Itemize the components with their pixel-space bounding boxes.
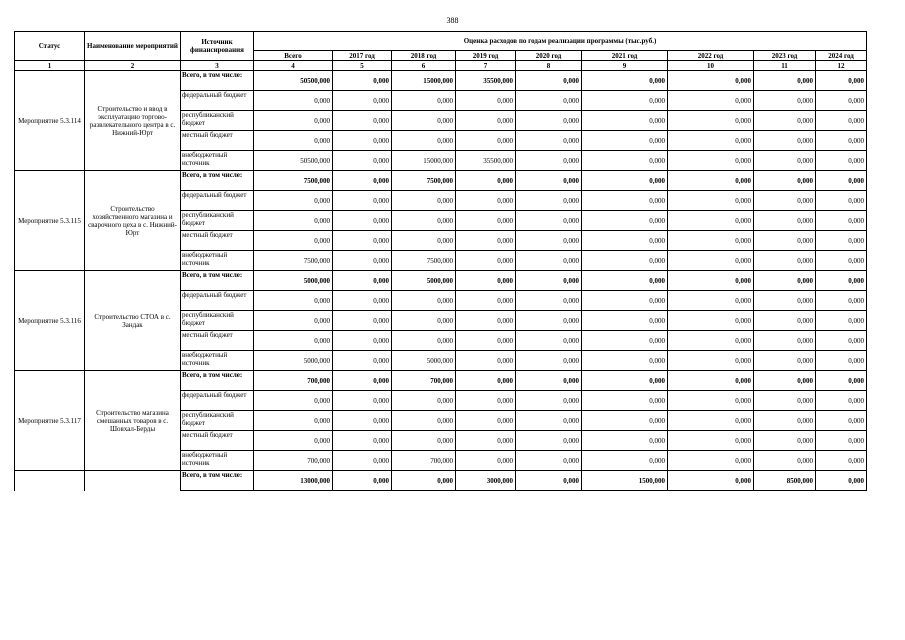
amount-cell: 0,000 [816,111,867,131]
amount-cell: 0,000 [456,211,516,231]
amount-cell: 0,000 [456,391,516,411]
amount-cell: 0,000 [582,371,668,391]
amount-cell: 0,000 [754,331,816,351]
amount-cell: 7500,000 [254,251,333,271]
amount-cell: 0,000 [582,351,668,371]
amount-cell: 35500,000 [456,151,516,171]
amount-cell: 0,000 [516,251,582,271]
amount-cell: 0,000 [754,171,816,191]
amount-cell: 0,000 [582,291,668,311]
amount-cell: 0,000 [516,111,582,131]
amount-cell: 0,000 [816,131,867,151]
amount-cell: 0,000 [816,231,867,251]
amount-cell: 7500,000 [392,251,456,271]
amount-cell: 700,000 [254,451,333,471]
amount-cell: 0,000 [668,311,754,331]
amount-cell: 0,000 [254,331,333,351]
amount-cell: 35500,000 [456,71,516,91]
amount-cell: 0,000 [392,211,456,231]
amount-cell: 0,000 [456,171,516,191]
amount-cell: 0,000 [668,251,754,271]
amount-cell: 0,000 [254,131,333,151]
amount-cell: 0,000 [254,91,333,111]
header-year: 2019 год [456,51,516,61]
funding-source-cell: республиканский бюджет [181,311,254,331]
amount-cell: 0,000 [516,371,582,391]
amount-cell: 0,000 [516,211,582,231]
amount-cell: 700,000 [254,371,333,391]
amount-cell: 0,000 [333,71,392,91]
amount-cell: 0,000 [668,231,754,251]
status-cell: Мероприятие 5.3.117 [15,371,85,471]
amount-cell: 0,000 [816,391,867,411]
amount-cell: 0,000 [668,411,754,431]
amount-cell: 0,000 [582,411,668,431]
amount-cell: 0,000 [754,131,816,151]
amount-cell: 5000,000 [254,271,333,291]
amount-cell: 0,000 [816,71,867,91]
amount-cell: 0,000 [582,211,668,231]
amount-cell: 0,000 [456,271,516,291]
amount-cell: 0,000 [816,371,867,391]
amount-cell: 700,000 [392,371,456,391]
expense-table [14,31,867,491]
amount-cell: 0,000 [754,91,816,111]
amount-cell: 0,000 [582,111,668,131]
amount-cell: 0,000 [333,371,392,391]
amount-cell: 0,000 [516,271,582,291]
amount-cell: 0,000 [516,191,582,211]
amount-cell: 0,000 [333,291,392,311]
amount-cell: 0,000 [582,251,668,271]
amount-cell: 0,000 [516,471,582,491]
status-cell [15,471,85,491]
amount-cell: 0,000 [668,351,754,371]
header-column-number: 8 [516,61,582,71]
amount-cell: 0,000 [668,151,754,171]
amount-cell: 0,000 [754,71,816,91]
amount-cell: 0,000 [816,251,867,271]
amount-cell: 0,000 [456,231,516,251]
header-year: 2020 год [516,51,582,61]
header-year: 2021 год [582,51,668,61]
amount-cell: 0,000 [582,451,668,471]
amount-cell: 0,000 [254,291,333,311]
header-year: 2017 год [333,51,392,61]
amount-cell: 0,000 [668,451,754,471]
amount-cell: 0,000 [754,451,816,471]
amount-cell: 0,000 [816,311,867,331]
amount-cell: 0,000 [254,411,333,431]
header-column-numbers-row [15,61,867,71]
header-year: 2023 год [754,51,816,61]
amount-cell: 0,000 [392,111,456,131]
amount-cell: 0,000 [816,151,867,171]
amount-cell: 0,000 [392,311,456,331]
funding-source-cell: местный бюджет [181,131,254,151]
status-cell: Мероприятие 5.3.115 [15,171,85,271]
amount-cell: 0,000 [392,331,456,351]
amount-cell: 0,000 [392,91,456,111]
amount-cell: 0,000 [392,391,456,411]
activity-cell: Строительство СТОА в с. Зандак [85,271,181,371]
amount-cell: 15000,000 [392,71,456,91]
amount-cell: 0,000 [668,431,754,451]
table-row [15,371,867,391]
amount-cell: 0,000 [516,151,582,171]
amount-cell: 0,000 [516,231,582,251]
amount-cell: 0,000 [816,431,867,451]
amount-cell: 3000,000 [456,471,516,491]
page-number: 388 [446,16,459,25]
amount-cell: 0,000 [333,431,392,451]
amount-cell: 7500,000 [392,171,456,191]
amount-cell: 0,000 [456,311,516,331]
amount-cell: 0,000 [254,111,333,131]
amount-cell: 0,000 [754,111,816,131]
amount-cell: 0,000 [254,391,333,411]
status-cell: Мероприятие 5.3.114 [15,71,85,171]
amount-cell: 5000,000 [392,271,456,291]
amount-cell: 0,000 [668,71,754,91]
amount-cell: 0,000 [392,411,456,431]
header-year: 2018 год [392,51,456,61]
amount-cell: 0,000 [456,351,516,371]
header-year: 2024 год [816,51,867,61]
header-column-number: 11 [754,61,816,71]
amount-cell: 0,000 [582,91,668,111]
funding-source-cell: местный бюджет [181,331,254,351]
activity-cell: Строительство магазина смешанных товаров в с. Шовхал-Берды [85,371,181,471]
amount-cell: 0,000 [516,351,582,371]
amount-cell: 0,000 [333,251,392,271]
header-column-number: 4 [254,61,333,71]
amount-cell: 0,000 [582,271,668,291]
amount-cell: 0,000 [754,271,816,291]
amount-cell: 0,000 [456,131,516,151]
amount-cell: 0,000 [668,171,754,191]
funding-source-cell: местный бюджет [181,231,254,251]
amount-cell: 0,000 [582,171,668,191]
funding-source-cell: республиканский бюджет [181,411,254,431]
table-row [15,71,867,91]
header-column-number: 2 [85,61,181,71]
amount-cell: 0,000 [333,111,392,131]
amount-cell: 0,000 [754,411,816,431]
header-column-number: 12 [816,61,867,71]
amount-cell: 0,000 [668,291,754,311]
amount-cell: 0,000 [456,411,516,431]
amount-cell: 0,000 [516,451,582,471]
amount-cell: 1500,000 [582,471,668,491]
amount-cell: 0,000 [582,231,668,251]
amount-cell: 0,000 [456,291,516,311]
funding-source-cell: федеральный бюджет [181,291,254,311]
amount-cell: 0,000 [582,391,668,411]
header-column-number: 7 [456,61,516,71]
header-year: Всего [254,51,333,61]
amount-cell: 700,000 [392,451,456,471]
amount-cell: 0,000 [754,251,816,271]
amount-cell: 0,000 [516,411,582,431]
amount-cell: 0,000 [668,91,754,111]
amount-cell: 0,000 [516,91,582,111]
funding-source-cell: внебюджетный источник [181,351,254,371]
header-estimate: Оценка расходов по годам реализации программы (тыс.руб.) [254,32,867,51]
amount-cell: 50500,000 [254,71,333,91]
funding-source-cell: Всего, в том числе: [181,271,254,291]
funding-source-cell: внебюджетный источник [181,451,254,471]
amount-cell: 0,000 [254,231,333,251]
funding-source-cell: Всего, в том числе: [181,471,254,491]
header-column-number: 6 [392,61,456,71]
funding-source-cell: Всего, в том числе: [181,171,254,191]
amount-cell: 0,000 [816,271,867,291]
status-cell: Мероприятие 5.3.116 [15,271,85,371]
amount-cell: 0,000 [516,311,582,331]
funding-source-cell: внебюджетный источник [181,251,254,271]
amount-cell: 0,000 [333,311,392,331]
amount-cell: 0,000 [668,191,754,211]
header-column-number: 3 [181,61,254,71]
amount-cell: 0,000 [582,71,668,91]
funding-source-cell: Всего, в том числе: [181,71,254,91]
amount-cell: 0,000 [333,171,392,191]
amount-cell: 0,000 [333,231,392,251]
amount-cell: 0,000 [754,211,816,231]
amount-cell: 50500,000 [254,151,333,171]
amount-cell: 0,000 [333,91,392,111]
amount-cell: 0,000 [754,431,816,451]
amount-cell: 0,000 [392,191,456,211]
header-year: 2022 год [668,51,754,61]
header-column-number: 1 [15,61,85,71]
activity-cell: Строительство и ввод в эксплуатацию торгово-развлекательного центра в с. Нижний-Юрт [85,71,181,171]
amount-cell: 0,000 [333,271,392,291]
activity-cell [85,471,181,491]
amount-cell: 0,000 [456,371,516,391]
amount-cell: 0,000 [456,451,516,471]
funding-source-cell: Всего, в том числе: [181,371,254,391]
amount-cell: 0,000 [516,131,582,151]
amount-cell: 5000,000 [254,351,333,371]
amount-cell: 0,000 [254,211,333,231]
amount-cell: 0,000 [668,271,754,291]
amount-cell: 0,000 [816,291,867,311]
amount-cell: 0,000 [333,351,392,371]
table-body [15,71,867,491]
amount-cell: 0,000 [754,291,816,311]
amount-cell: 0,000 [816,191,867,211]
amount-cell: 0,000 [516,331,582,351]
header-column-number: 9 [582,61,668,71]
amount-cell: 0,000 [668,471,754,491]
amount-cell: 0,000 [754,351,816,371]
amount-cell: 0,000 [816,451,867,471]
amount-cell: 0,000 [816,471,867,491]
table-row [15,271,867,291]
amount-cell: 0,000 [754,391,816,411]
amount-cell: 0,000 [333,151,392,171]
amount-cell: 0,000 [456,91,516,111]
amount-cell: 0,000 [456,331,516,351]
amount-cell: 0,000 [754,191,816,211]
amount-cell: 0,000 [668,131,754,151]
amount-cell: 8500,000 [754,471,816,491]
amount-cell: 0,000 [392,431,456,451]
amount-cell: 0,000 [392,291,456,311]
amount-cell: 13000,000 [254,471,333,491]
amount-cell: 0,000 [816,411,867,431]
amount-cell: 0,000 [333,331,392,351]
amount-cell: 0,000 [582,331,668,351]
funding-source-cell: федеральный бюджет [181,191,254,211]
header-source: Источник финансирования [181,32,254,61]
amount-cell: 0,000 [668,391,754,411]
amount-cell: 0,000 [754,151,816,171]
amount-cell: 0,000 [333,411,392,431]
amount-cell: 0,000 [816,211,867,231]
amount-cell: 0,000 [816,171,867,191]
amount-cell: 0,000 [582,431,668,451]
amount-cell: 0,000 [456,251,516,271]
amount-cell: 0,000 [816,331,867,351]
amount-cell: 0,000 [754,311,816,331]
activity-cell: Строительство хозяйственного магазина и сварочного цеха в с. Нижний-Юрт [85,171,181,271]
funding-source-cell: федеральный бюджет [181,91,254,111]
amount-cell: 0,000 [333,391,392,411]
amount-cell: 0,000 [254,311,333,331]
funding-source-cell: внебюджетный источник [181,151,254,171]
funding-source-cell: местный бюджет [181,431,254,451]
amount-cell: 0,000 [516,171,582,191]
amount-cell: 0,000 [333,131,392,151]
amount-cell: 0,000 [668,211,754,231]
amount-cell: 0,000 [816,351,867,371]
amount-cell: 0,000 [392,471,456,491]
amount-cell: 0,000 [456,111,516,131]
amount-cell: 0,000 [582,191,668,211]
amount-cell: 0,000 [668,111,754,131]
table-row [15,171,867,191]
amount-cell: 0,000 [668,331,754,351]
header-status: Статус [15,32,85,61]
amount-cell: 0,000 [516,71,582,91]
table-row [15,471,867,491]
amount-cell: 15000,000 [392,151,456,171]
header-column-number: 5 [333,61,392,71]
amount-cell: 7500,000 [254,171,333,191]
amount-cell: 0,000 [754,371,816,391]
amount-cell: 0,000 [516,391,582,411]
amount-cell: 0,000 [254,191,333,211]
amount-cell: 0,000 [333,191,392,211]
amount-cell: 0,000 [254,431,333,451]
header-column-number: 10 [668,61,754,71]
header-activity: Наименование мероприятий [85,32,181,61]
amount-cell: 0,000 [456,431,516,451]
amount-cell: 0,000 [668,371,754,391]
amount-cell: 0,000 [816,91,867,111]
amount-cell: 5000,000 [392,351,456,371]
amount-cell: 0,000 [392,231,456,251]
amount-cell: 0,000 [754,231,816,251]
amount-cell: 0,000 [392,131,456,151]
amount-cell: 0,000 [516,431,582,451]
amount-cell: 0,000 [456,191,516,211]
funding-source-cell: республиканский бюджет [181,211,254,231]
amount-cell: 0,000 [516,291,582,311]
amount-cell: 0,000 [582,311,668,331]
amount-cell: 0,000 [333,471,392,491]
amount-cell: 0,000 [333,451,392,471]
amount-cell: 0,000 [333,211,392,231]
amount-cell: 0,000 [582,151,668,171]
amount-cell: 0,000 [582,131,668,151]
funding-source-cell: республиканский бюджет [181,111,254,131]
funding-source-cell: федеральный бюджет [181,391,254,411]
